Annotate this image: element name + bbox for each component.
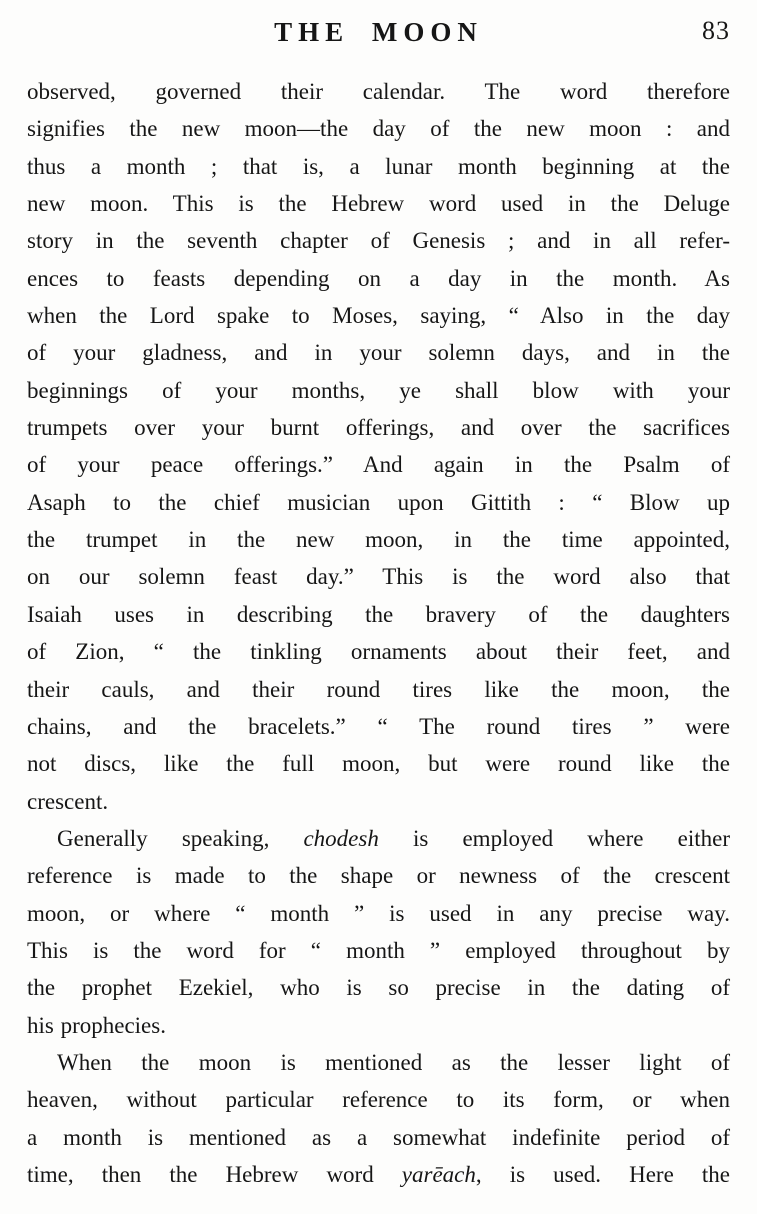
paragraph	[27, 820, 730, 1044]
text-line: chains, and the bracelets.” “ The round tires ” were	[27, 713, 730, 739]
text-line: reference is made to the shape or newness of the crescent	[27, 863, 730, 889]
text-line: trumpets over your burnt offerings, and over the sacrifices	[27, 415, 730, 441]
text-line: Generally speaking, chodesh is employed where either	[57, 825, 730, 851]
text-line: heaven, without particular reference to its form, or when	[27, 1087, 730, 1113]
text-line: a month is mentioned as a somewhat indefinite period of	[27, 1124, 730, 1150]
text-line: When the moon is mentioned as the lesser light of	[57, 1049, 730, 1075]
text-line: of your gladness, and in your solemn days, and in the	[27, 340, 730, 366]
text-line: the prophet Ezekiel, who is so precise in the dating of	[27, 975, 730, 1001]
text-line: the trumpet in the new moon, in the time appointed,	[27, 527, 730, 553]
paragraph	[27, 1044, 730, 1193]
text-line: This is the word for “ month ” employed throughout by	[27, 937, 730, 963]
text-line: Asaph to the chief musician upon Gittith : “ Blow up	[27, 489, 730, 515]
text-line: time, then the Hebrew word yarēach, is used. Here the	[27, 1161, 730, 1187]
text-line: crescent.	[27, 788, 109, 814]
page-number: 83	[702, 16, 730, 45]
text-line: new moon. This is the Hebrew word used in the Deluge	[27, 191, 730, 217]
text-line: beginnings of your months, ye shall blow with your	[27, 377, 730, 403]
page-title: THE MOON	[274, 17, 483, 47]
text-line: when the Lord spake to Moses, saying, “ Also in the day	[27, 303, 730, 329]
text-line: his prophecies.	[27, 1012, 166, 1038]
paragraph	[27, 73, 730, 820]
text-line: observed, governed their calendar. The word therefore	[27, 79, 730, 104]
text-line: signifies the new moon—the day of the new moon : and	[27, 116, 730, 142]
text-line: story in the seventh chapter of Genesis ; and in all refer-	[27, 228, 730, 254]
text-line: thus a month ; that is, a lunar month beginning at the	[27, 153, 730, 179]
text-line: Isaiah uses in describing the bravery of the daughters	[27, 601, 730, 627]
text-line: their cauls, and their round tires like the moon, the	[27, 676, 730, 702]
text-line: of your peace offerings.” And again in the Psalm of	[27, 452, 730, 478]
text-line: moon, or where “ month ” is used in any precise way.	[27, 900, 730, 926]
text-line: of Zion, “ the tinkling ornaments about their feet, and	[27, 639, 730, 665]
text-line: on our solemn feast day.” This is the word also that	[27, 564, 730, 590]
running-header	[27, 14, 730, 56]
text-line: ences to feasts depending on a day in the month. As	[27, 265, 730, 291]
text-line: not discs, like the full moon, but were round like the	[27, 751, 730, 777]
text-block	[27, 73, 730, 1193]
